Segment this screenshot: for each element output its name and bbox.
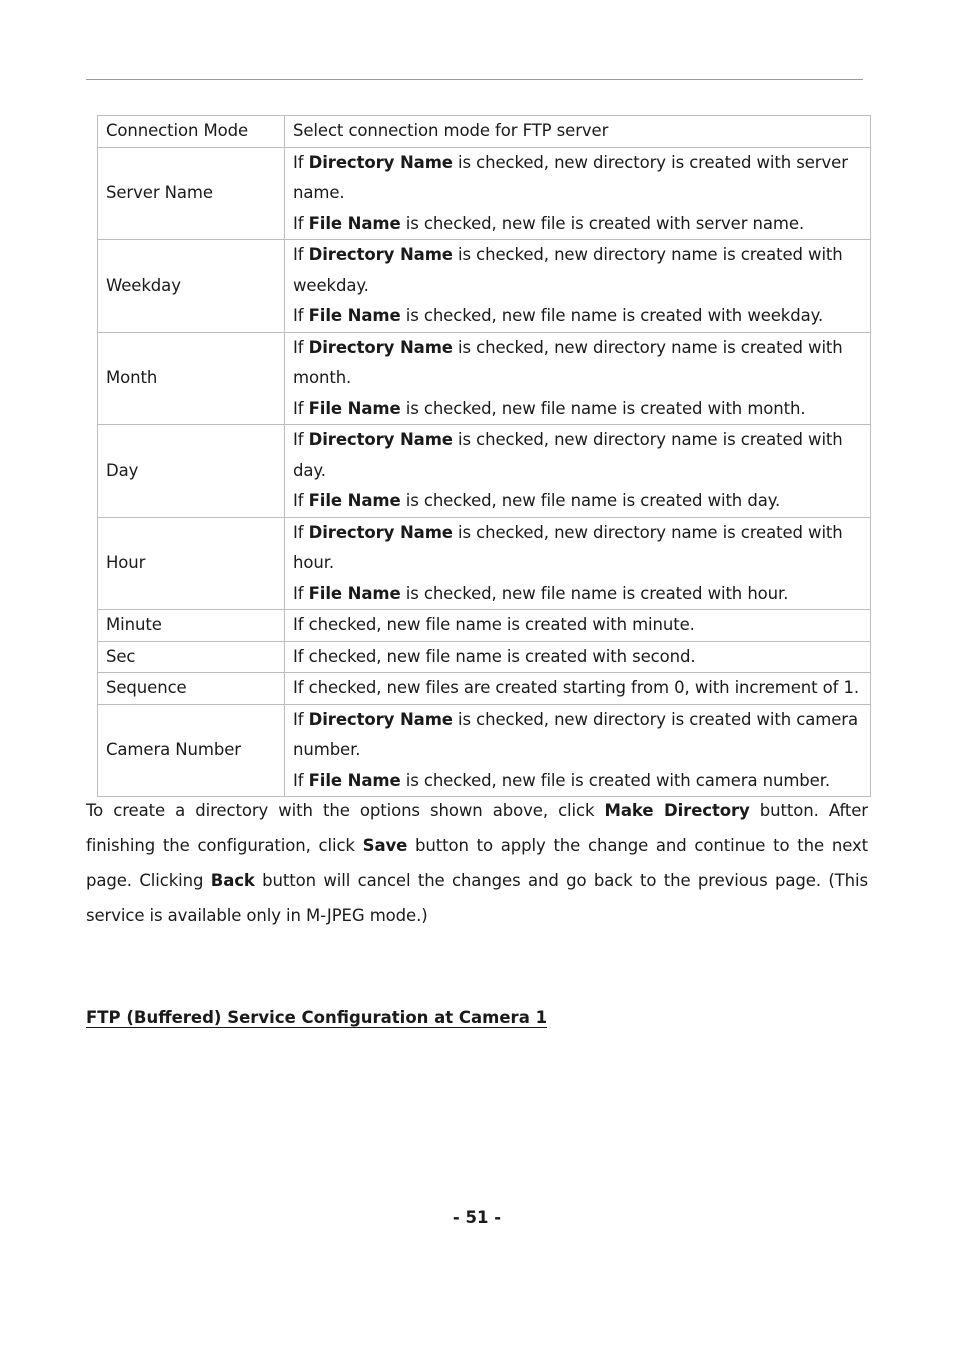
text-run: To create a directory with the options shown above, click [86,801,605,820]
text-run: If [293,430,309,449]
text-run: name. [293,183,345,202]
text-run: is checked, new directory is created with camera [452,709,858,729]
bold-term: File Name [308,583,401,603]
bold-term: Directory Name [308,522,453,542]
table-row [98,641,871,673]
table-row [98,425,871,518]
option-description [285,517,871,610]
text-run: If [293,770,309,790]
text-run: is checked, new file name is created with weekday. [400,306,824,325]
option-description [285,116,871,148]
table-row [98,240,871,333]
description-line [293,766,862,797]
ftp-naming-options-table [97,115,871,797]
option-name: Camera Number [98,704,285,797]
option-name: Connection Mode [98,116,285,148]
description-line [293,301,862,332]
option-name: Minute [98,610,285,642]
page-number: - 51 - [452,1208,502,1227]
description-line [293,394,862,425]
table-row [98,332,871,425]
text-run: is checked, new directory name is created with [452,337,843,357]
description-line [293,579,862,610]
bold-term: Directory Name [308,337,453,357]
text-run: If [293,491,309,510]
text-run: If checked, new files are created starting from 0, with increment of 1. [293,678,860,697]
option-description [285,240,871,333]
text-run: is checked, new file name is created with day. [400,491,781,510]
option-name: Month [98,332,285,425]
option-description [285,147,871,240]
text-run: is checked, new directory is created with server [452,152,848,172]
option-description [285,610,871,642]
description-line [293,178,862,209]
table-row [98,517,871,610]
bold-term: Make Directory [604,801,750,820]
bold-term: Directory Name [308,709,453,729]
description-line [293,116,862,147]
bold-term: Directory Name [308,152,453,172]
option-name: Server Name [98,147,285,240]
table-row [98,610,871,642]
text-run: is checked, new file is created with camera number. [400,770,831,790]
text-run: day. [293,460,326,480]
table-row [98,704,871,797]
bold-term: Directory Name [308,430,453,449]
text-run: is checked, new file is created with server name. [400,213,805,233]
text-run: If [293,522,309,542]
table-row [98,147,871,240]
text-run: If checked, new file name is created with minute. [293,615,695,634]
option-name: Sequence [98,673,285,705]
option-name: Day [98,425,285,518]
text-run: button will cancel the changes and go back to the previous page. (This service is available only in M-JPEG mode.) [86,871,868,925]
bold-term: Back [210,871,255,890]
option-name: Weekday [98,240,285,333]
table-row [98,116,871,148]
text-run: is checked, new file name is created with month. [400,398,806,418]
text-run: If [293,213,309,233]
text-run: If [293,709,309,729]
description-line [293,486,862,517]
description-line [293,673,862,704]
text-run: button to apply the change and continue to the next page. Clicking [86,836,868,890]
bold-term: File Name [308,770,401,790]
options-table-body [98,116,871,797]
text-run: is checked, new directory name is created with [452,245,843,264]
bold-term: File Name [308,213,401,233]
description-line [293,610,862,641]
text-run: Select connection mode for FTP server [293,121,609,140]
option-name: Hour [98,517,285,610]
option-description [285,332,871,425]
description-line [293,271,862,302]
description-line [293,735,862,766]
text-run: If [293,337,309,357]
text-run: If [293,245,309,264]
text-run: button. After finishing the configuration, click [86,801,868,855]
bold-term: File Name [308,398,401,418]
option-description [285,425,871,518]
option-description [285,641,871,673]
bold-term: Directory Name [308,245,453,264]
text-run: is checked, new directory name is created with [452,430,843,449]
bold-term: File Name [308,491,401,510]
text-run: is checked, new directory name is created with [452,522,843,542]
option-name: Sec [98,641,285,673]
text-run: weekday. [293,275,369,295]
table-row [98,673,871,705]
text-run: month. [293,368,352,387]
bold-term: Save [362,836,408,855]
text-run: If checked, new file name is created with second. [293,646,696,666]
text-run: If [293,583,309,603]
section-title: FTP (Buffered) Service Configuration at Camera 1 [86,1008,548,1027]
text-run: hour. [293,553,335,572]
text-run: If [293,306,309,325]
description-line [293,548,862,579]
option-description [285,673,871,705]
description-line [293,148,862,179]
description-line [293,363,862,394]
description-line [293,705,862,736]
description-line [293,642,862,673]
description-line [293,456,862,487]
description-line [293,240,862,271]
text-run: is checked, new file name is created with hour. [400,583,789,603]
bold-term: File Name [308,306,401,325]
description-line [293,209,862,240]
description-line [293,333,862,364]
text-run: If [293,152,309,172]
description-line [293,518,862,549]
text-run: If [293,398,309,418]
text-run: number. [293,740,361,759]
description-line [293,425,862,456]
option-description [285,704,871,797]
header-rule [86,79,863,80]
instructions-paragraph [86,793,868,933]
